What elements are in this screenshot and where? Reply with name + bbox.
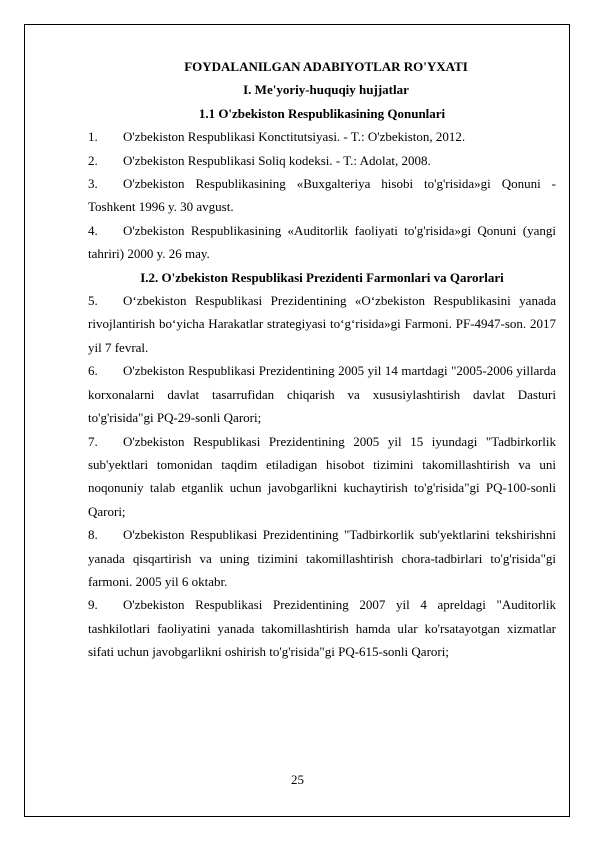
item-text: O'zbekiston Respublikasining «Auditorlik faoliyati to'g'risida»gi Qonuni (yangi tahriri) 2000 y. 26 may. — [88, 222, 556, 262]
item-text: O'zbekiston Respublikasi Prezidentining 2007 yil 4 apreldagi "Auditorlik tashkilotlari faoliyatini yanada takomillashtirish hamda ular ko'rsatayotgan xizmatlar sifati uchun javobgarlikni oshirish to'g'risida"gi PQ-615-sonli Qarori; — [88, 597, 556, 660]
item-number: 1. — [88, 129, 98, 145]
section-heading-1: I. Me'yoriy-huquqiy hujjatlar — [243, 82, 409, 98]
item-text: O'zbekiston Respublikasi Prezidentining 2005 yil 15 iyundagi "Tadbirkorlik sub'yektlari tomonidan taqdim etiladigan hisobot tizimini takomillashtirish va uni noqonuniy talab etganlik uchun javobgarlikni kuchaytirish to'g'risida"gi PQ-100-sonli Qarori; — [88, 433, 556, 519]
item-text: O'zbekiston Respublikasi Prezidentining "Tadbirkorlik sub'yektlarini tekshirishni yanada qisqartirish va uning tizimini takomillashtirish chora-tadbirlari to'g'risida"gi farmoni. 2005 yil 6 oktabr. — [88, 527, 556, 589]
item-number: 9. — [88, 597, 98, 613]
item-number: 4. — [88, 222, 98, 238]
page-number: 25 — [291, 772, 304, 787]
item-number: 2. — [88, 152, 98, 168]
list-item — [88, 593, 556, 663]
list-item — [88, 219, 556, 266]
item-number: 6. — [88, 363, 98, 379]
document-body — [88, 55, 556, 664]
list-item — [88, 430, 556, 524]
list-item — [88, 523, 556, 593]
item-number: 3. — [88, 176, 98, 192]
item-number: 8. — [88, 527, 98, 543]
item-text: O‘zbekiston Respublikasi Prezidentining «O‘zbekiston Respublikasini yanada rivojlantirish bo‘yicha Harakatlar strategiyasi to‘g‘risida»gi Farmoni. PF-4947-son. 2017 yil 7 fevral. — [88, 293, 556, 355]
list-item — [88, 172, 556, 219]
list-item — [88, 289, 556, 359]
item-number: 7. — [88, 433, 98, 449]
item-text: O'zbekiston Respublikasi Soliq kodeksi. - T.: Adolat, 2008. — [123, 152, 431, 168]
item-text: O'zbekiston Respublikasi Konctitutsiyasi. - T.: O'zbekiston, 2012. — [123, 129, 466, 145]
page-title: FOYDALANILGAN ADABIYOTLAR RO'YXATI — [184, 59, 468, 74]
item-number: 5. — [88, 293, 98, 309]
subsection-heading-1-1: 1.1 O'zbekiston Respublikasining Qonunlari — [198, 105, 446, 121]
item-text: O'zbekiston Respublikasining «Buxgalteriya hisobi to'g'risida»gi Qonuni - Toshkent 1996 y. 30 avgust. — [88, 176, 556, 215]
list-item — [88, 149, 556, 172]
list-item — [88, 359, 556, 429]
section-heading-1-2: I.2. O'zbekiston Respublikasi Prezidenti Farmonlari va Qarorlari — [140, 269, 504, 285]
item-text: O'zbekiston Respublikasi Prezidentining 2005 yil 14 martdagi "2005-2006 yillarda korxonalarni davlat tasarrufidan chiqarish va xususiylashtirish davlat Dasturi to'g'risida"gi PQ-29-sonli Qarori; — [88, 363, 556, 426]
list-item — [88, 125, 556, 148]
